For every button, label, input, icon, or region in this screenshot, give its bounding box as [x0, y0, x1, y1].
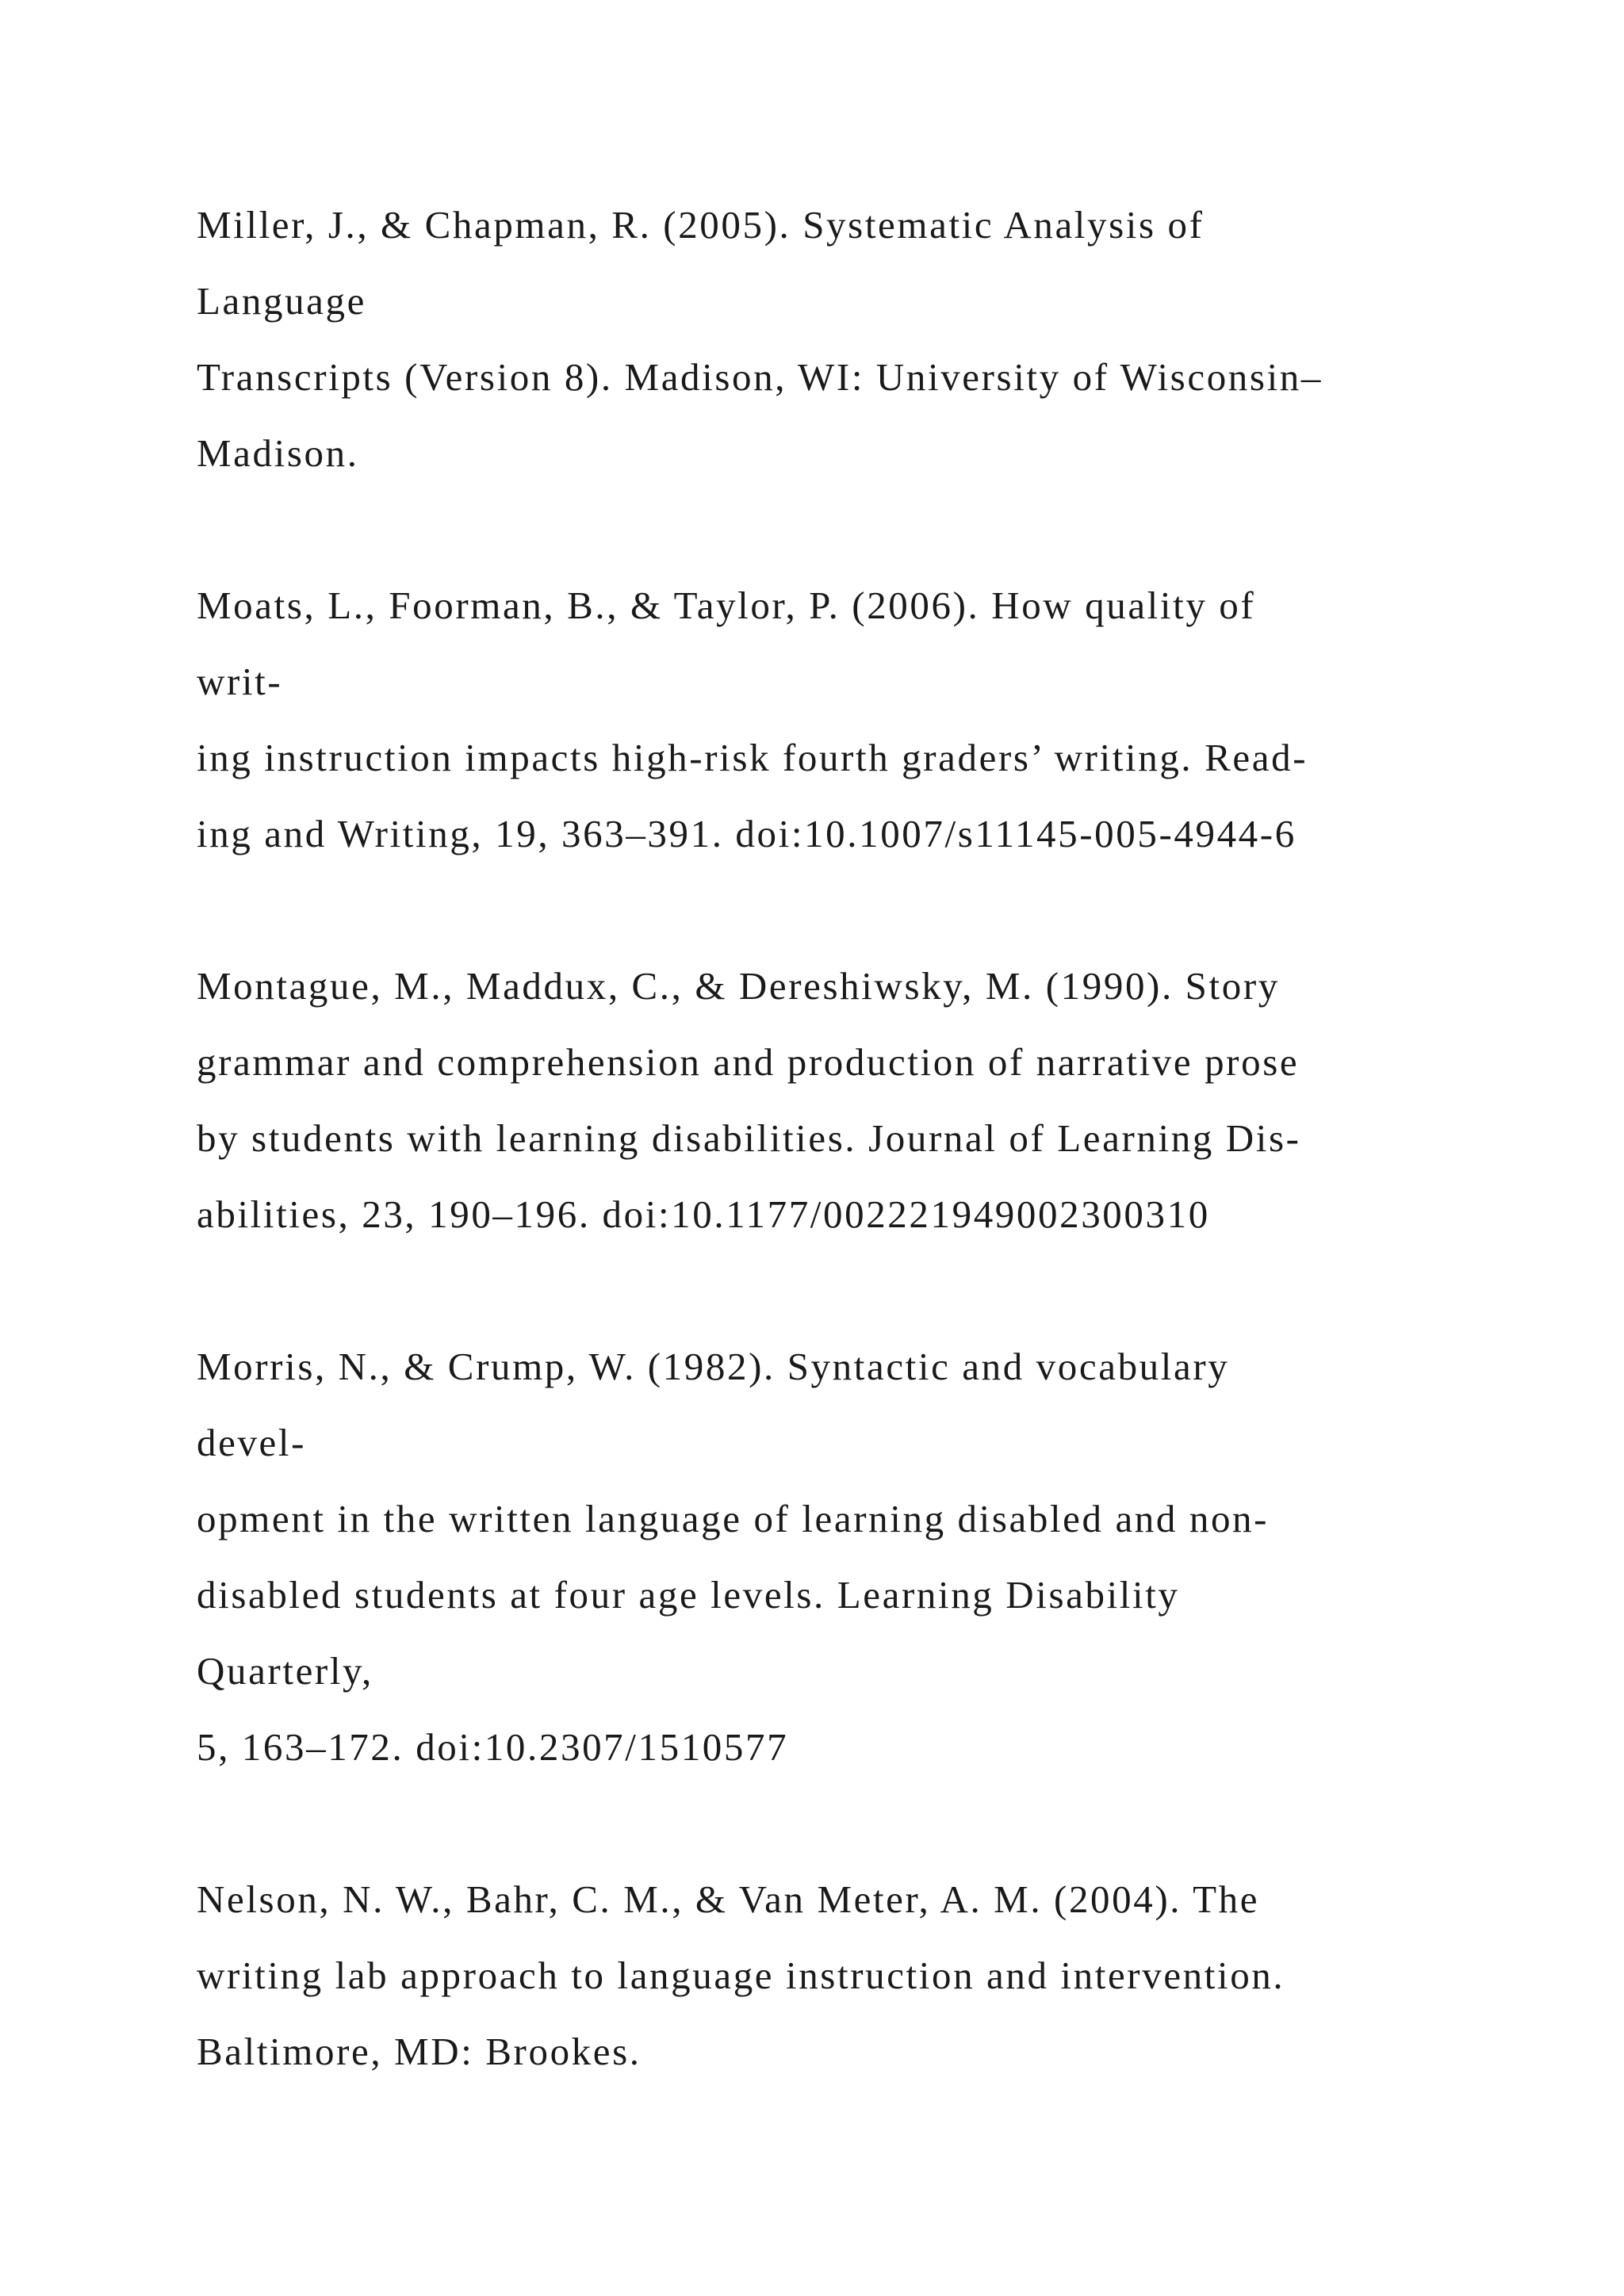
reference-entry-montague-1990	[197, 948, 1576, 1253]
reference-line: devel-	[197, 1421, 307, 1464]
reference-line: Baltimore, MD: Brookes.	[197, 2030, 642, 2073]
reference-line: Montague, M., Maddux, C., & Dereshiwsky, M. (1990). Story	[197, 964, 1280, 1008]
reference-list	[197, 187, 1576, 2166]
reference-line: ing and Writing, 19, 363–391. doi:10.1007/s11145-005-4944-6	[197, 812, 1297, 855]
reference-line: Transcripts (Version 8). Madison, WI: University of Wisconsin–	[197, 355, 1323, 399]
reference-line: 5, 163–172. doi:10.2307/1510577	[197, 1725, 789, 1769]
reference-line: writing lab approach to language instruction and intervention.	[197, 1954, 1285, 1997]
reference-line: Quarterly,	[197, 1649, 373, 1693]
reference-line: disabled students at four age levels. Learning Disability	[197, 1573, 1180, 1617]
reference-line: Nelson, N. W., Bahr, C. M., & Van Meter, A. M. (2004). The	[197, 1877, 1260, 1921]
reference-line: opment in the written language of learning disabled and non-	[197, 1497, 1270, 1540]
reference-line: writ-	[197, 660, 283, 703]
reference-line: abilities, 23, 190–196. doi:10.1177/002221949002300310	[197, 1192, 1210, 1236]
reference-line: Moats, L., Foorman, B., & Taylor, P. (2006). How quality of	[197, 584, 1256, 627]
reference-line: by students with learning disabilities. Journal of Learning Dis-	[197, 1116, 1301, 1160]
reference-line: grammar and comprehension and production of narrative prose	[197, 1040, 1300, 1084]
reference-line: ing instruction impacts high-risk fourth graders’ writing. Read-	[197, 736, 1308, 779]
reference-entry-morris-1982	[197, 1329, 1576, 1785]
reference-entry-moats-2006	[197, 568, 1576, 872]
reference-entry-nelson-2004	[197, 1862, 1576, 2090]
reference-line: Language	[197, 279, 366, 323]
reference-entry-miller-2005	[197, 187, 1576, 492]
reference-line: Miller, J., & Chapman, R. (2005). Systematic Analysis of	[197, 203, 1205, 247]
reference-line: Madison.	[197, 431, 359, 475]
reference-line: Morris, N., & Crump, W. (1982). Syntactic and vocabulary	[197, 1345, 1230, 1388]
